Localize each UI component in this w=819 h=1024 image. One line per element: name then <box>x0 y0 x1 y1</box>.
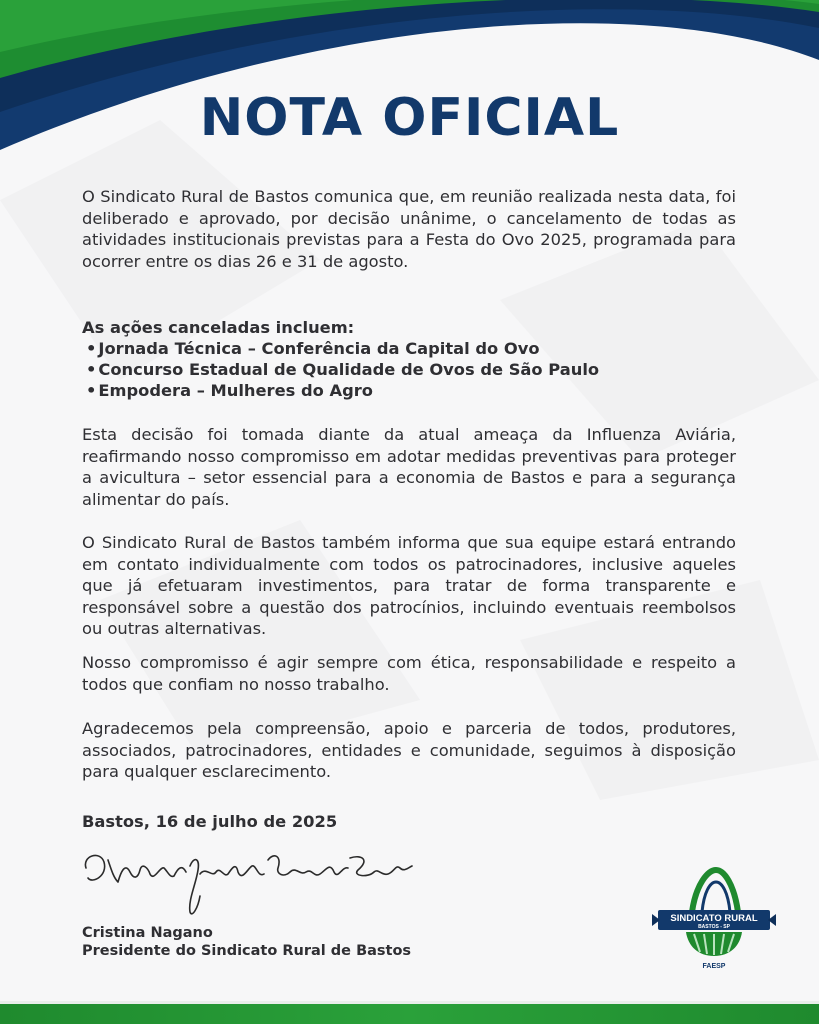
logo-footer-text: FAESP <box>702 963 726 970</box>
signer-role: Presidente do Sindicato Rural de Bastos <box>82 943 412 959</box>
logo-main-text: SINDICATO RURAL <box>670 913 758 924</box>
signer-block <box>82 924 411 960</box>
paragraph-sponsors: O Sindicato Rural de Bastos também informa que sua equipe estará entrando em contato individualmente com todos os patrocinadores, inclusive aqueles que já efetuaram investimentos, para tratar de forma transparente e responsável sobre a questão dos patrocínios, incluindo eventuais reembolsos ou outras alternativas. <box>82 533 736 638</box>
date-line: Bastos, 16 de julho de 2025 <box>82 812 338 831</box>
paragraph-intro: O Sindicato Rural de Bastos comunica que, em reunião realizada nesta data, foi deliberado e aprovado, por decisão unânime, o cancelamento de todas as atividades institucionais previstas para a Festa do Ovo 2025, programada para ocorrer entre os dias 26 e 31 de agosto. <box>82 187 736 271</box>
logo-sub-text: BASTOS - SP <box>698 924 730 930</box>
actions-heading: As ações canceladas incluem: <box>82 318 355 337</box>
page-title: NOTA OFICIAL <box>199 88 620 148</box>
sindicato-rural-logo <box>652 864 776 974</box>
handwritten-signature <box>78 838 418 928</box>
paragraph-decision: Esta decisão foi tomada diante da atual ameaça da Influenza Aviária, reafirmando nosso compromisso em adotar medidas preventivas para proteger a avicultura – setor essencial para a economia de Bastos e para a segurança alimentar do país. <box>82 425 736 509</box>
paragraph-thanks: Agradecemos pela compreensão, apoio e parceria de todos, produtores, associados, patrocinadores, entidades e comunidade, seguimos à disposição para qualquer esclarecimento. <box>82 719 736 781</box>
footer-band <box>0 1004 819 1024</box>
cancelled-actions <box>82 317 599 401</box>
actions-list <box>82 338 599 401</box>
list-item: • Jornada Técnica – Conferência da Capital do Ovo <box>86 339 540 358</box>
paragraph-commitment: Nosso compromisso é agir sempre com ética, responsabilidade e respeito a todos que confiam no nosso trabalho. <box>82 653 736 694</box>
list-item: • Concurso Estadual de Qualidade de Ovos de São Paulo <box>86 360 600 379</box>
list-item: • Empodera – Mulheres do Agro <box>86 381 373 400</box>
signer-name: Cristina Nagano <box>82 925 213 941</box>
